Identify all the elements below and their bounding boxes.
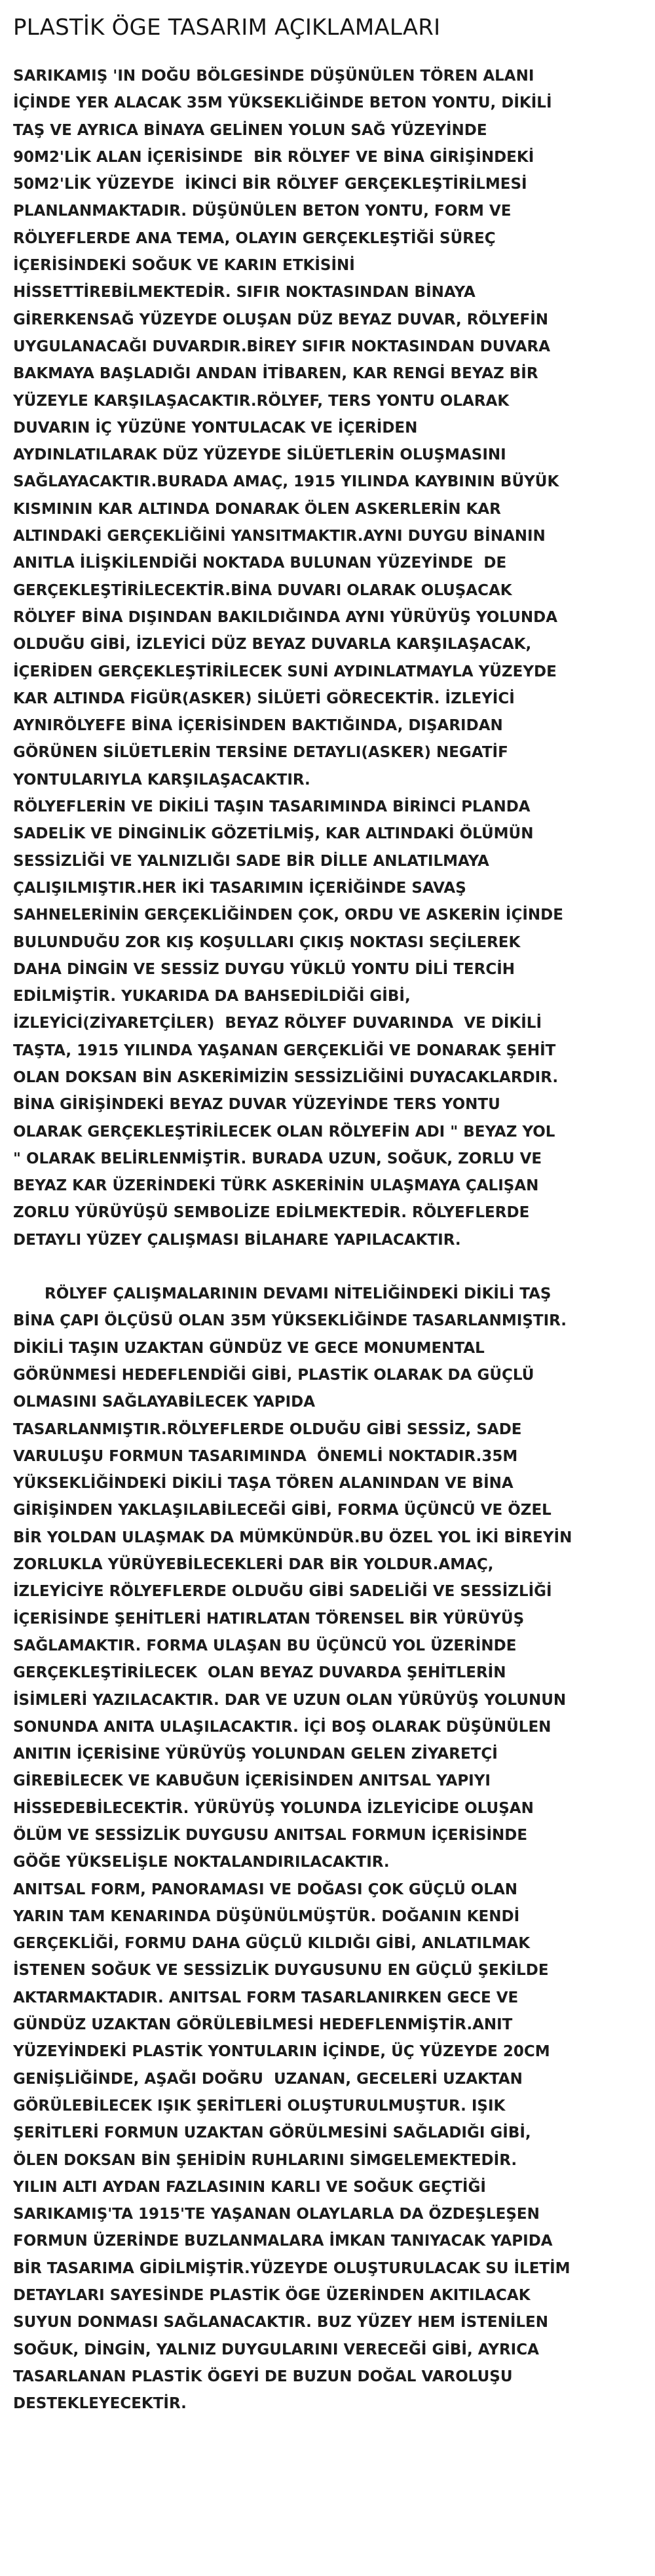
text-line: GÖĞE YÜKSELİŞLE NOKTALANDIRILACAKTIR. (13, 1854, 390, 1871)
text-line: GİRİŞİNDEN YAKLAŞILABİLECEĞİ GİBİ, FORMA ÜÇÜNCÜ VE ÖZEL (13, 1502, 552, 1519)
text-line: SAHNELERİNİN GERÇEKLİĞİNDEN ÇOK, ORDU VE ASKERİN İÇİNDE (13, 907, 563, 924)
text-line: " OLARAK BELİRLENMİŞTİR. BURADA UZUN, SOĞUK, ZORLU VE (13, 1150, 542, 1167)
text-line: İZLEYİCİ(ZİYARETÇİLER) BEYAZ RÖLYEF DUVARINDA VE DİKİLİ (13, 1015, 542, 1032)
text-line: GİREBİLECEK VE KABUĞUN İÇERİSİNDEN ANITSAL YAPIYI (13, 1772, 491, 1790)
text-line: ANITSAL FORM, PANORAMASI VE DOĞASI ÇOK GÜÇLÜ OLAN (13, 1881, 518, 1898)
text-line: RÖLYEFLERDE ANA TEMA, OLAYIN GERÇEKLEŞTİĞİ SÜREÇ (13, 229, 496, 247)
text-line: GERÇEKLEŞTİRİLECEK OLAN BEYAZ DUVARDA ŞEHİTLERİN (13, 1664, 506, 1682)
text-line: BİNA GİRİŞİNDEKİ BEYAZ DUVAR YÜZEYİNDE TERS YONTU (13, 1096, 500, 1114)
text-line: ANITLA İLİŞKİLENDİĞİ NOKTADA BULUNAN YÜZEYİNDE DE (13, 555, 507, 572)
text-line: OLDUĞU GİBİ, İZLEYİCİ DÜZ BEYAZ DUVARLA KARŞILAŞACAK, (13, 636, 532, 654)
text-line: SAĞLAYACAKTIR.BURADA AMAÇ, 1915 YILINDA KAYBININ BÜYÜK (13, 473, 559, 491)
text-line: SAĞLAMAKTIR. FORMA ULAŞAN BU ÜÇÜNCÜ YOL ÜZERİNDE (13, 1637, 517, 1654)
text-line: RÖLYEF ÇALIŞMALARININ DEVAMI NİTELİĞİNDEKİ DİKİLİ TAŞ (45, 1285, 552, 1303)
text-line: 50M2'LİK YÜZEYDE İKİNCİ BİR RÖLYEF GERÇEKLEŞTİRİLMESİ (13, 176, 527, 193)
text-line: GENİŞLİĞİNDE, AŞAĞI DOĞRU UZANAN, GECELERİ UZAKTAN (13, 2070, 523, 2088)
text-line: HİSSEDEBİLECEKTİR. YÜRÜYÜŞ YOLUNDA İZLEYİCİDE OLUŞAN (13, 1799, 534, 1817)
text-line: YILIN ALTI AYDAN FAZLASININ KARLI VE SOĞUK GEÇTİĞİ (13, 2178, 486, 2196)
text-line: OLARAK GERÇEKLEŞTİRİLECEK OLAN RÖLYEFİN ADI " BEYAZ YOL (13, 1123, 555, 1141)
text-line: DİKİLİ TAŞIN UZAKTAN GÜNDÜZ VE GECE MONUMENTAL (13, 1339, 485, 1357)
text-line: GERÇEKLEŞTİRİLECEKTİR.BİNA DUVARI OLARAK OLUŞACAK (13, 581, 512, 599)
text-line: SUYUN DONMASI SAĞLANACAKTIR. BUZ YÜZEY HEM İSTENİLEN (13, 2314, 548, 2332)
text-line: OLAN DOKSAN BİN ASKERİMİZİN SESSİZLİĞİNİ DUYACAKLARDIR. (13, 1068, 559, 1086)
text-line: GERÇEKLİĞİ, FORMU DAHA GÜÇLÜ KILDIĞI GİBİ, ANLATILMAK (13, 1935, 531, 1953)
text-line: SONUNDA ANITA ULAŞILACAKTIR. İÇİ BOŞ OLARAK DÜŞÜNÜLEN (13, 1718, 552, 1736)
text-line: DETAYLARI SAYESİNDE PLASTİK ÖGE ÜZERİNDEN AKITILACAK (13, 2287, 531, 2305)
document-title: PLASTİK ÖGE TASARIM AÇIKLAMALARI (13, 14, 441, 41)
paragraph-2 (13, 1281, 642, 2417)
text-line: ALTINDAKİ GERÇEKLİĞİNİ YANSITMAKTIR.AYNI DUYGU BİNANIN (13, 528, 546, 545)
text-line: DUVARIN İÇ YÜZÜNE YONTULACAK VE İÇERİDEN (13, 419, 418, 437)
paragraph-gap (13, 1254, 642, 1281)
text-line: YÜZEYİNDEKİ PLASTİK YONTULARIN İÇİNDE, ÜÇ YÜZEYDE 20CM (13, 2043, 550, 2061)
text-line: ÇALIŞILMIŞTIR.HER İKİ TASARIMIN İÇERİĞİNDE SAVAŞ (13, 879, 466, 897)
text-line: İSTENEN SOĞUK VE SESSİZLİK DUYGUSUNU EN GÜÇLÜ ŞEKİLDE (13, 1962, 549, 1980)
text-line: YÜKSEKLİĞİNDEKİ DİKİLİ TAŞA TÖREN ALANINDAN VE BİNA (13, 1475, 514, 1493)
text-line: RÖLYEFLERİN VE DİKİLİ TAŞIN TASARIMINDA BİRİNCİ PLANDA (13, 798, 531, 816)
text-line: BAKMAYA BAŞLADIĞI ANDAN İTİBAREN, KAR RENGİ BEYAZ BİR (13, 365, 538, 383)
text-line: İÇERİDEN GERÇEKLEŞTİRİLECEK SUNİ AYDINLATMAYLA YÜZEYDE (13, 663, 557, 680)
text-line: AKTARMAKTADIR. ANITSAL FORM TASARLANIRKEN GECE VE (13, 1989, 519, 2006)
text-line: DETAYLI YÜZEY ÇALIŞMASI BİLAHARE YAPILACAKTIR. (13, 1231, 461, 1249)
text-line: UYGULANACAĞI DUVARDIR.BİREY SIFIR NOKTASINDAN DUVARA (13, 338, 551, 355)
text-line: DAHA DİNGİN VE SESSİZ DUYGU YÜKLÜ YONTU DİLİ TERCİH (13, 960, 515, 978)
text-line: ZORLU YÜRÜYÜŞÜ SEMBOLİZE EDİLMEKTEDİR. RÖLYEFLERDE (13, 1204, 530, 1222)
text-line: AYNIRÖLYEFE BİNA İÇERİSİNDEN BAKTIĞINDA, DIŞARIDAN (13, 717, 503, 735)
text-line: SARIKAMIŞ 'IN DOĞU BÖLGESİNDE DÜŞÜNÜLEN TÖREN ALANI (13, 68, 534, 85)
text-line: İÇİNDE YER ALACAK 35M YÜKSEKLİĞİNDE BETON YONTU, DİKİLİ (13, 94, 552, 112)
text-line: YARIN TAM KENARINDA DÜŞÜNÜLMÜŞTÜR. DOĞANIN KENDİ (13, 1907, 520, 1925)
text-line: YÜZEYLE KARŞILAŞACAKTIR.RÖLYEF, TERS YONTU OLARAK (13, 392, 510, 410)
text-line: BULUNDUĞU ZOR KIŞ KOŞULLARI ÇIKIŞ NOKTASI SEÇİLEREK (13, 933, 521, 951)
text-line: ANITIN İÇERİSİNE YÜRÜYÜŞ YOLUNDAN GELEN ZİYARETÇİ (13, 1746, 498, 1763)
text-line: İÇERİSİNDE ŞEHİTLERİ HATIRLATAN TÖRENSEL BİR YÜRÜYÜŞ (13, 1610, 525, 1628)
text-line: EDİLMİŞTİR. YUKARIDA DA BAHSEDİLDİĞİ GİBİ, (13, 988, 411, 1005)
text-line: SOĞUK, DİNGİN, YALNIZ DUYGULARINI VERECEĞİ GİBİ, AYRICA (13, 2341, 539, 2358)
text-line: KAR ALTINDA FİGÜR(ASKER) SİLÜETİ GÖRECEKTİR. İZLEYİCİ (13, 690, 515, 707)
text-line: İZLEYİCİYE RÖLYEFLERDE OLDUĞU GİBİ SADELİĞİ VE SESSİZLİĞİ (13, 1583, 552, 1601)
text-line: ZORLUKLA YÜRÜYEBİLECEKLERİ DAR BİR YOLDUR.AMAÇ, (13, 1556, 494, 1574)
text-line: DESTEKLEYECEKTİR. (13, 2395, 187, 2413)
text-line: SADELİK VE DİNGİNLİK GÖZETİLMİŞ, KAR ALTINDAKİ ÖLÜMÜN (13, 825, 534, 843)
text-line: YONTULARIYLA KARŞILAŞACAKTIR. (13, 771, 310, 789)
text-line: RÖLYEF BİNA DIŞINDAN BAKILDIĞINDA AYNI YÜRÜYÜŞ YOLUNDA (13, 608, 558, 626)
text-line: FORMUN ÜZERİNDE BUZLANMALARA İMKAN TANIYACAK YAPIDA (13, 2233, 553, 2250)
document (13, 14, 642, 2418)
text-line: BİNA ÇAPI ÖLÇÜSÜ OLAN 35M YÜKSEKLİĞİNDE TASARLANMIŞTIR. (13, 1312, 567, 1330)
text-line: TAŞ VE AYRICA BİNAYA GELİNEN YOLUN SAĞ YÜZEYİNDE (13, 121, 487, 139)
text-line: SESSİZLİĞİ VE YALNIZLIĞI SADE BİR DİLLE ANLATILMAYA (13, 852, 489, 870)
text-line: OLMASINI SAĞLAYABİLECEK YAPIDA (13, 1394, 316, 1411)
text-line: BİR YOLDAN ULAŞMAK DA MÜMKÜNDÜR.BU ÖZEL YOL İKİ BİREYİN (13, 1529, 572, 1546)
text-line: TAŞTA, 1915 YILINDA YAŞANAN GERÇEKLİĞİ VE DONARAK ŞEHİT (13, 1042, 556, 1059)
text-line: GİRERKENSAĞ YÜZEYDE OLUŞAN DÜZ BEYAZ DUVAR, RÖLYEFİN (13, 311, 549, 328)
text-line: 90M2'LİK ALAN İÇERİSİNDE BİR RÖLYEF VE BİNA GİRİŞİNDEKİ (13, 148, 534, 166)
text-line: KISMININ KAR ALTINDA DONARAK ÖLEN ASKERLERİN KAR (13, 500, 501, 518)
text-line: AYDINLATILARAK DÜZ YÜZEYDE SİLÜETLERİN OLUŞMASINI (13, 446, 506, 464)
text-line: GÖRÜLEBİLECEK IŞIK ŞERİTLERİ OLUŞTURULMUŞTUR. IŞIK (13, 2097, 506, 2115)
text-line: HİSSETTİREBİLMEKTEDİR. SIFIR NOKTASINDAN BİNAYA (13, 284, 476, 302)
text-line: TASARLANMIŞTIR.RÖLYEFLERDE OLDUĞU GİBİ SESSİZ, SADE (13, 1420, 522, 1438)
text-line: BİR TASARIMA GİDİLMİŞTİR.YÜZEYDE OLUŞTURULACAK SU İLETİM (13, 2259, 571, 2277)
text-line: İÇERİSİNDEKİ SOĞUK VE KARIN ETKİSİNİ (13, 257, 355, 275)
text-line: ÖLÜM VE SESSİZLİK DUYGUSU ANITSAL FORMUN İÇERİSİNDE (13, 1827, 528, 1844)
text-line: PLANLANMAKTADIR. DÜŞÜNÜLEN BETON YONTU, FORM VE (13, 203, 512, 220)
text-line: ÖLEN DOKSAN BİN ŞEHİDİN RUHLARINI SİMGELEMEKTEDİR. (13, 2151, 517, 2169)
text-line: TASARLANAN PLASTİK ÖGEYİ DE BUZUN DOĞAL VAROLUŞU (13, 2368, 513, 2385)
text-line: SARIKAMIŞ'TA 1915'TE YAŞANAN OLAYLARLA DA ÖZDEŞLEŞEN (13, 2206, 540, 2223)
text-line: VARULUŞU FORMUN TASARIMINDA ÖNEMLİ NOKTADIR.35M (13, 1447, 518, 1465)
text-line: GÜNDÜZ UZAKTAN GÖRÜLEBİLMESİ HEDEFLENMİŞTİR.ANIT (13, 2016, 513, 2034)
text-line: GÖRÜNEN SİLÜETLERİN TERSİNE DETAYLI(ASKER) NEGATİF (13, 744, 508, 762)
text-line: BEYAZ KAR ÜZERİNDEKİ TÜRK ASKERİNİN ULAŞMAYA ÇALIŞAN (13, 1177, 539, 1195)
text-line: GÖRÜNMESİ HEDEFLENDİĞİ GİBİ, PLASTİK OLARAK DA GÜÇLÜ (13, 1366, 534, 1384)
text-line: ŞERİTLERİ FORMUN UZAKTAN GÖRÜLMESİNİ SAĞLADIĞI GİBİ, (13, 2124, 531, 2142)
paragraph-1 (13, 63, 642, 1254)
text-line: İSİMLERİ YAZILACAKTIR. DAR VE UZUN OLAN YÜRÜYÜŞ YOLUNUN (13, 1691, 567, 1709)
